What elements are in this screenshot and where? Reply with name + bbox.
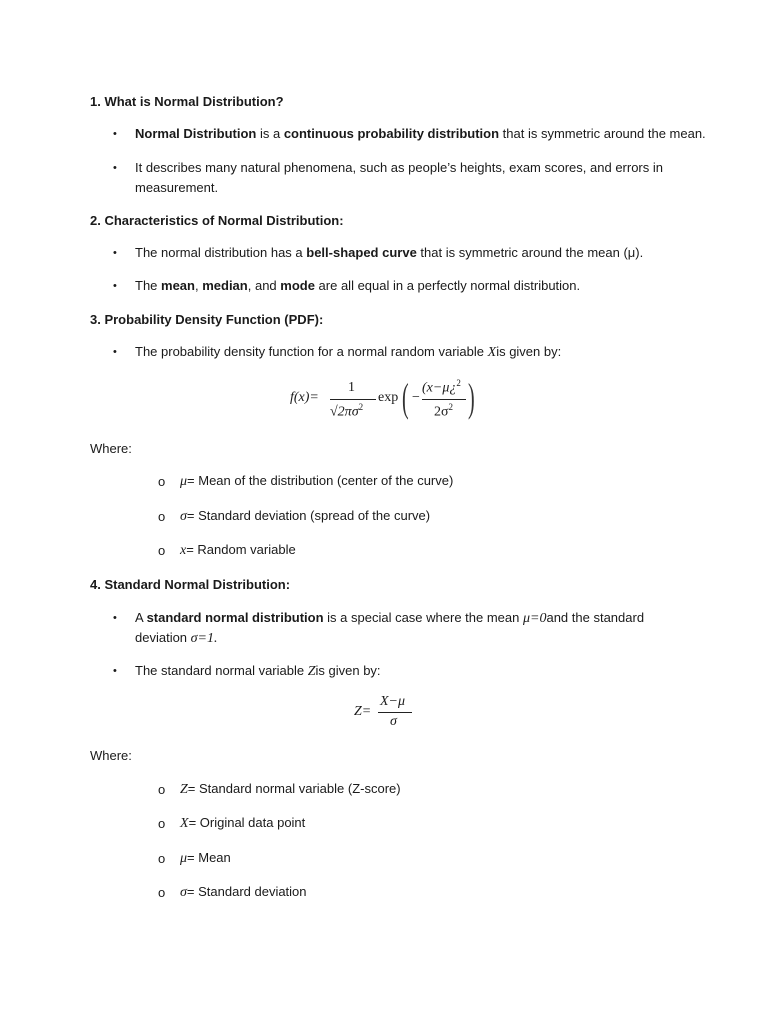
s4-bullet-1-line-2 xyxy=(135,630,218,647)
bullet-marker: • xyxy=(113,162,117,174)
inner-denominator: 2σ xyxy=(434,404,449,420)
section-2-heading: 2. Characteristics of Normal Distribution: xyxy=(90,213,344,228)
bullet-marker: • xyxy=(113,612,117,624)
paren-right: ) xyxy=(468,375,475,420)
text: The normal distribution has a xyxy=(135,245,307,260)
formula-denominator: √2πσ xyxy=(330,404,359,420)
text: A xyxy=(135,610,147,625)
text: and the standard xyxy=(546,610,645,625)
s4-bullet-1-line-1 xyxy=(135,610,644,627)
symbol-mu: μ xyxy=(180,851,188,866)
term-mean: mean xyxy=(161,278,195,293)
text: is a special case where the mean xyxy=(323,610,523,625)
math-mu-zero: μ=0 xyxy=(522,611,547,626)
text: that is symmetric around the mean (μ). xyxy=(416,245,644,260)
fraction-bar xyxy=(330,399,376,400)
text: are all equal in a perfectly normal distribution. xyxy=(314,278,581,293)
bullet-marker: • xyxy=(113,280,117,292)
text: deviation xyxy=(135,630,191,645)
text: = Standard normal variable (Z-score) xyxy=(187,781,401,796)
math-var-x: X xyxy=(487,345,497,360)
formula-numerator: 1 xyxy=(348,380,355,395)
bullet-marker: • xyxy=(113,665,117,677)
sub-bullet-marker: o xyxy=(158,474,166,489)
sub-bullet-marker: o xyxy=(158,782,166,797)
symbol-sigma: σ xyxy=(180,509,187,524)
text: is given by: xyxy=(315,663,381,678)
symbol-x-upper: X xyxy=(180,816,189,831)
pdf-where-item-mean xyxy=(180,473,453,490)
pdf-formula xyxy=(288,374,488,428)
sub-bullet-marker: o xyxy=(158,509,166,524)
bullet-marker: • xyxy=(113,247,117,259)
math-var-z: Z xyxy=(307,664,316,679)
formula-exp: exp xyxy=(378,390,399,405)
z-formula xyxy=(354,694,424,734)
math-sigma-one: σ=1. xyxy=(190,631,218,646)
z-denominator: σ xyxy=(390,714,397,729)
symbol-z: Z xyxy=(180,782,188,797)
text: , and xyxy=(247,278,281,293)
z-where-item-sigma xyxy=(180,884,307,901)
text: that is symmetric around the mean. xyxy=(499,126,706,141)
z-lhs: Z= xyxy=(354,704,372,719)
formula-lhs: f(x)= xyxy=(290,390,319,405)
term-standard-normal: standard normal distribution xyxy=(146,610,324,625)
bullet-marker: • xyxy=(113,346,117,358)
sub-bullet-marker: o xyxy=(158,816,166,831)
sub-bullet-marker: o xyxy=(158,543,166,558)
sub-bullet-marker: o xyxy=(158,851,166,866)
z-where-item-z xyxy=(180,781,401,798)
symbol-sigma: σ xyxy=(180,885,187,900)
text: = Mean of the distribution (center of the curve) xyxy=(187,473,454,488)
section-4-heading: 4. Standard Normal Distribution: xyxy=(90,577,291,592)
pdf-where-item-x xyxy=(180,542,296,559)
text: is a xyxy=(256,126,284,141)
denominator-exponent: 2 xyxy=(358,402,364,412)
text: The standard normal variable xyxy=(135,663,308,678)
section-1-heading: 1. What is Normal Distribution? xyxy=(90,94,284,109)
pdf-where-item-sd xyxy=(180,508,430,525)
term-bell-shaped-curve: bell-shaped curve xyxy=(306,245,417,260)
inner-denominator-exponent: 2 xyxy=(448,402,454,412)
where-label-2: Where: xyxy=(90,748,132,763)
s4-bullet-2 xyxy=(135,663,381,680)
s2-bullet-2 xyxy=(135,278,580,293)
symbol-x: x xyxy=(180,543,187,558)
text: , xyxy=(194,278,203,293)
term-continuous-probability: continuous probability distribution xyxy=(283,126,500,141)
sub-bullet-marker: o xyxy=(158,885,166,900)
inner-exponent: 2 xyxy=(456,378,461,388)
text: The probability density function for a normal random variable xyxy=(135,344,488,359)
inner-numerator: (x−μ¿ xyxy=(422,380,457,396)
s1-bullet-2-line-1: It describes many natural phenomena, such as people’s heights, exam scores, and errors in xyxy=(135,160,663,175)
text: = Original data point xyxy=(188,815,306,830)
where-label-1: Where: xyxy=(90,441,132,456)
s1-bullet-2-line-2: measurement. xyxy=(135,180,219,195)
s3-bullet-1 xyxy=(135,344,561,361)
term-mode: mode xyxy=(280,278,315,293)
symbol-mu: μ xyxy=(180,474,188,489)
term-normal-distribution: Normal Distribution xyxy=(135,126,257,141)
s1-bullet-1 xyxy=(135,126,706,141)
bullet-marker: • xyxy=(113,128,117,140)
z-where-item-mu xyxy=(180,850,231,867)
text: = Random variable xyxy=(186,542,296,557)
z-fraction-bar xyxy=(378,712,412,713)
s2-bullet-1 xyxy=(135,245,643,260)
text: is given by: xyxy=(496,344,562,359)
z-where-item-x xyxy=(180,815,305,832)
section-3-heading: 3. Probability Density Function (PDF): xyxy=(90,312,324,327)
inner-fraction-bar xyxy=(422,399,466,400)
text: = Standard deviation (spread of the curve) xyxy=(186,508,431,523)
text: = Standard deviation xyxy=(186,884,307,899)
text: The xyxy=(135,278,162,293)
term-median: median xyxy=(202,278,248,293)
paren-left: ( xyxy=(402,375,409,420)
formula-minus: − xyxy=(412,390,420,405)
z-numerator: X−μ xyxy=(380,694,406,709)
text: = Mean xyxy=(187,850,231,865)
